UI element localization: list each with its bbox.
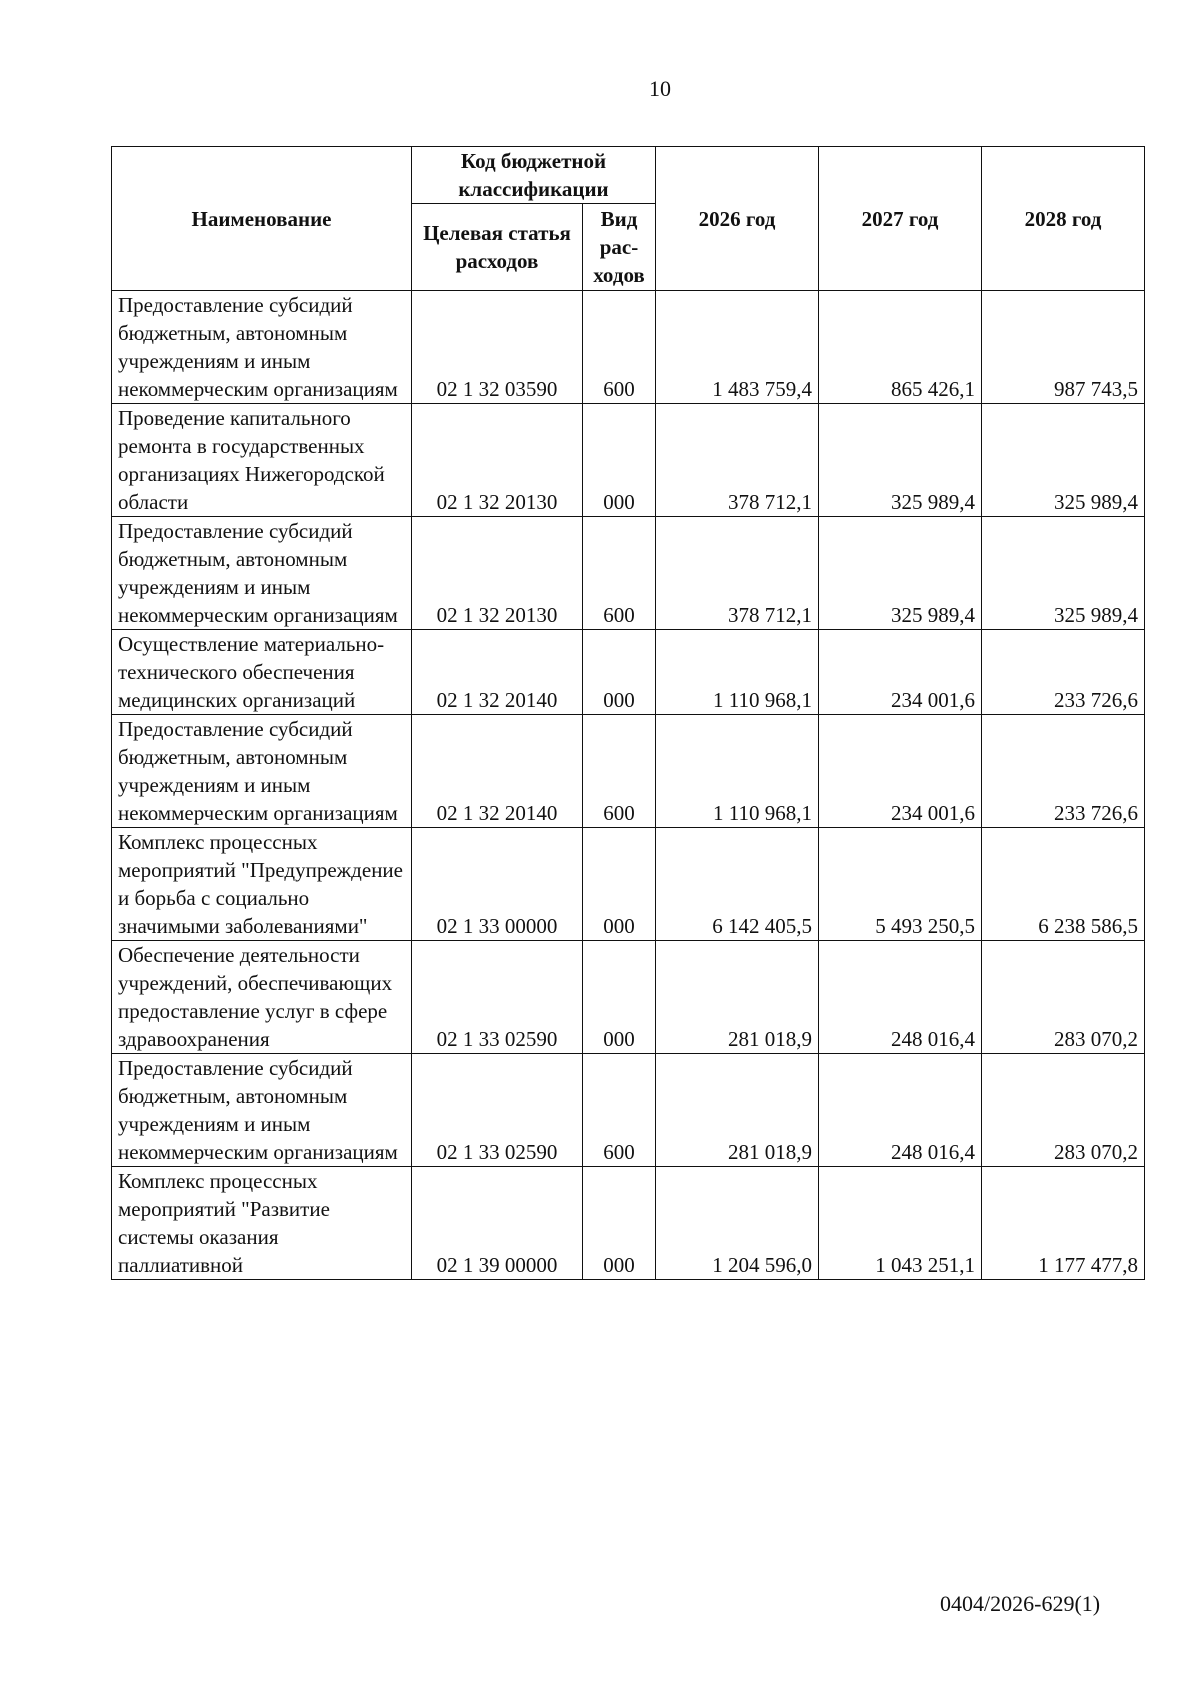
- header-year-2027: 2027 год: [819, 147, 982, 291]
- row-expense-kind: 000: [583, 828, 656, 941]
- row-name: Проведение капитального ремонта в государственных организациях Нижегородской области: [112, 404, 412, 517]
- row-value-2028: 1 177 477,8: [982, 1167, 1145, 1280]
- page-number: 10: [649, 76, 671, 101]
- row-name: Обеспечение деятельности учреждений, обеспечивающих предоставление услуг в сфере здравоохранения: [112, 941, 412, 1054]
- row-expense-kind: 600: [583, 715, 656, 828]
- row-value-2027: 248 016,4: [819, 1054, 982, 1167]
- row-value-2026: 1 204 596,0: [656, 1167, 819, 1280]
- table-row: [112, 1167, 1145, 1280]
- table-row: [112, 828, 1145, 941]
- row-value-2027: 325 989,4: [819, 517, 982, 630]
- row-value-2027: 234 001,6: [819, 630, 982, 715]
- row-value-2028: 283 070,2: [982, 1054, 1145, 1167]
- header-expense-kind: Вид рас-ходов: [583, 204, 656, 291]
- row-name: Предоставление субсидий бюджетным, автономным учреждениям и иным некоммерческим организациям: [112, 291, 412, 404]
- table-row: [112, 291, 1145, 404]
- table-row: [112, 1054, 1145, 1167]
- row-value-2028: 283 070,2: [982, 941, 1145, 1054]
- row-expense-kind: 600: [583, 1054, 656, 1167]
- table-row: [112, 630, 1145, 715]
- row-expense-kind: 000: [583, 630, 656, 715]
- row-name: Комплекс процессных мероприятий "Развитие системы оказания паллиативной: [112, 1167, 412, 1280]
- row-value-2027: 325 989,4: [819, 404, 982, 517]
- header-target-article: Целевая статья расходов: [412, 204, 583, 291]
- row-expense-kind: 600: [583, 517, 656, 630]
- row-value-2028: 987 743,5: [982, 291, 1145, 404]
- row-target-article: 02 1 32 20130: [412, 517, 583, 630]
- table-header-row: [112, 147, 1145, 204]
- row-name: Комплекс процессных мероприятий "Предупреждение и борьба с социально значимыми заболеваниями": [112, 828, 412, 941]
- row-value-2026: 1 483 759,4: [656, 291, 819, 404]
- row-value-2027: 865 426,1: [819, 291, 982, 404]
- header-year-2026: 2026 год: [656, 147, 819, 291]
- table-row: [112, 941, 1145, 1054]
- row-value-2028: 325 989,4: [982, 517, 1145, 630]
- row-target-article: 02 1 32 20140: [412, 630, 583, 715]
- row-expense-kind: 000: [583, 1167, 656, 1280]
- row-name: Осуществление материально-технического обеспечения медицинских организаций: [112, 630, 412, 715]
- row-value-2026: 281 018,9: [656, 941, 819, 1054]
- row-target-article: 02 1 32 20140: [412, 715, 583, 828]
- row-expense-kind: 000: [583, 941, 656, 1054]
- row-target-article: 02 1 39 00000: [412, 1167, 583, 1280]
- row-name: Предоставление субсидий бюджетным, автономным учреждениям и иным некоммерческим организациям: [112, 1054, 412, 1167]
- table-row: [112, 404, 1145, 517]
- table-row: [112, 517, 1145, 630]
- row-value-2026: 378 712,1: [656, 517, 819, 630]
- row-value-2027: 248 016,4: [819, 941, 982, 1054]
- row-value-2026: 378 712,1: [656, 404, 819, 517]
- row-value-2026: 281 018,9: [656, 1054, 819, 1167]
- row-value-2028: 233 726,6: [982, 715, 1145, 828]
- row-value-2028: 233 726,6: [982, 630, 1145, 715]
- row-value-2028: 325 989,4: [982, 404, 1145, 517]
- row-expense-kind: 600: [583, 291, 656, 404]
- row-target-article: 02 1 33 02590: [412, 941, 583, 1054]
- row-value-2026: 6 142 405,5: [656, 828, 819, 941]
- row-value-2027: 234 001,6: [819, 715, 982, 828]
- document-id: 0404/2026-629(1): [940, 1591, 1101, 1616]
- row-value-2028: 6 238 586,5: [982, 828, 1145, 941]
- row-target-article: 02 1 32 20130: [412, 404, 583, 517]
- row-name: Предоставление субсидий бюджетным, автономным учреждениям и иным некоммерческим организациям: [112, 517, 412, 630]
- budget-table: [111, 146, 1145, 1280]
- row-expense-kind: 000: [583, 404, 656, 517]
- row-target-article: 02 1 33 02590: [412, 1054, 583, 1167]
- header-budget-code: Код бюджетной классификации: [412, 147, 656, 204]
- row-target-article: 02 1 33 00000: [412, 828, 583, 941]
- row-value-2027: 1 043 251,1: [819, 1167, 982, 1280]
- header-year-2028: 2028 год: [982, 147, 1145, 291]
- row-name: Предоставление субсидий бюджетным, автономным учреждениям и иным некоммерческим организациям: [112, 715, 412, 828]
- row-value-2026: 1 110 968,1: [656, 715, 819, 828]
- table-row: [112, 715, 1145, 828]
- header-name: Наименование: [112, 147, 412, 291]
- row-value-2026: 1 110 968,1: [656, 630, 819, 715]
- row-target-article: 02 1 32 03590: [412, 291, 583, 404]
- row-value-2027: 5 493 250,5: [819, 828, 982, 941]
